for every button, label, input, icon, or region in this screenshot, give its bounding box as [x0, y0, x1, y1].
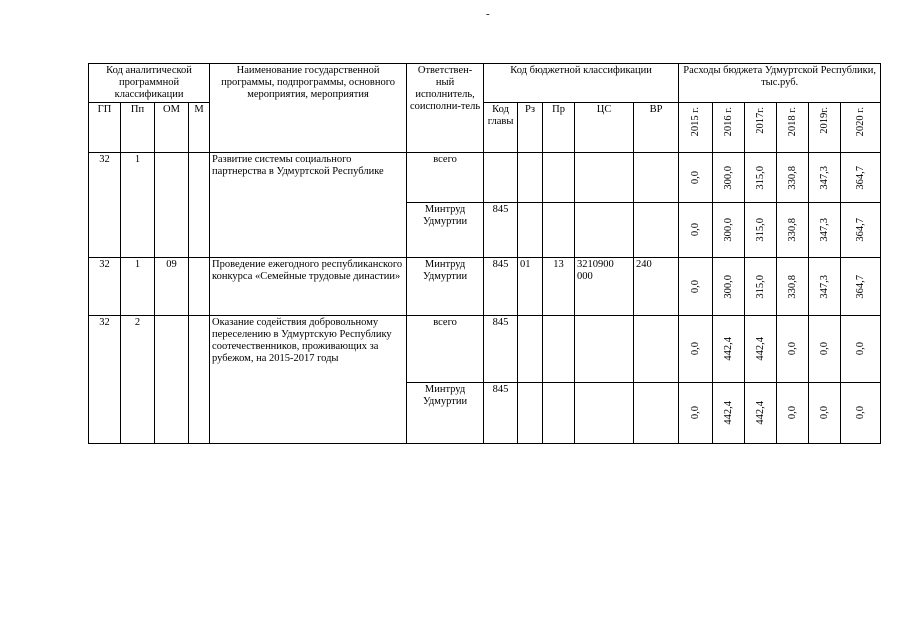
cell-value: 300,0: [722, 218, 734, 242]
cell-cs: [575, 153, 634, 203]
cell-cs: [575, 203, 634, 258]
header-name: Наименование государственной программы, подпрограммы, основного мероприятия, мероприятия: [210, 64, 407, 153]
header-responsible: Ответствен-ный исполнитель, соисполни-тель: [407, 64, 484, 153]
cell-pp: 1: [121, 258, 155, 316]
cell-value: 347,3: [818, 165, 830, 190]
cell-value: 315,0: [754, 165, 766, 190]
cell-value: 364,7: [854, 274, 866, 299]
cell-om: [155, 153, 189, 258]
cell-pr: [543, 383, 575, 444]
cell-vr: [634, 383, 679, 444]
cell-rz: [518, 153, 543, 203]
cell-om: [155, 316, 189, 444]
cell-responsible: всего: [407, 153, 484, 203]
cell-responsible: всего: [407, 316, 484, 383]
cell-kod-glavy: 845: [484, 203, 518, 258]
cell-value: 0,0: [786, 406, 798, 420]
cell-cs: [575, 383, 634, 444]
header-gp: ГП: [89, 103, 121, 153]
header-year: 2016 г.: [722, 107, 734, 137]
header-year: 2017г.: [754, 107, 766, 134]
header-cs: ЦС: [575, 103, 634, 153]
cell-value: 0,0: [786, 342, 798, 356]
cell-value: 0,0: [689, 170, 701, 185]
cell-value: 347,3: [818, 274, 830, 299]
cell-value: 330,8: [786, 218, 798, 242]
cell-om: 09: [155, 258, 189, 316]
cell-gp: 32: [89, 316, 121, 444]
header-kod-glavy: Код главы: [484, 103, 518, 153]
cell-responsible: Минтруд Удмуртии: [407, 383, 484, 444]
cell-value: 364,7: [854, 165, 866, 190]
cell-name: Развитие системы социального партнерства в Удмуртской Республике: [210, 153, 407, 258]
cell-value: 442,4: [754, 401, 766, 425]
cell-value: 315,0: [754, 274, 766, 299]
table-row: [89, 316, 881, 383]
cell-kod-glavy: 845: [484, 316, 518, 383]
cell-value: 442,4: [722, 401, 734, 425]
header-code-group: Код аналитической программной классификации: [89, 64, 210, 103]
cell-value: 300,0: [722, 165, 734, 190]
cell-value: 0,0: [689, 279, 701, 294]
cell-value: 0,0: [854, 342, 866, 356]
header-expenses-group: Расходы бюджета Удмуртской Республики, тыс.руб.: [679, 64, 881, 103]
budget-table: [88, 63, 881, 444]
cell-pp: 1: [121, 153, 155, 258]
header-rz: Рз: [518, 103, 543, 153]
cell-vr: [634, 203, 679, 258]
cell-kod-glavy: 845: [484, 383, 518, 444]
header-pr: Пр: [543, 103, 575, 153]
cell-responsible: Минтруд Удмуртии: [407, 258, 484, 316]
cell-responsible: Минтруд Удмуртии: [407, 203, 484, 258]
header-vr: ВР: [634, 103, 679, 153]
cell-value: 0,0: [689, 406, 701, 420]
cell-kod-glavy: 845: [484, 258, 518, 316]
header-m: М: [189, 103, 210, 153]
cell-m: [189, 316, 210, 444]
cell-vr: [634, 153, 679, 203]
header-year: 2019г.: [818, 107, 830, 134]
cell-value: 442,4: [754, 337, 766, 361]
cell-value: 330,8: [786, 165, 798, 190]
cell-value: 0,0: [818, 342, 830, 356]
cell-value: 315,0: [754, 218, 766, 242]
cell-value: 0,0: [689, 342, 701, 356]
header-year: 2018 г.: [786, 107, 798, 137]
cell-pr: [543, 316, 575, 383]
cell-pr: [543, 153, 575, 203]
header-om: ОМ: [155, 103, 189, 153]
header-year: 2020 г.: [854, 107, 866, 137]
page-mark: -: [486, 8, 490, 20]
cell-kod-glavy: [484, 153, 518, 203]
table-row: [89, 258, 881, 316]
cell-vr: 240: [634, 258, 679, 316]
table-row: [89, 153, 881, 203]
cell-m: [189, 153, 210, 258]
header-pp: Пп: [121, 103, 155, 153]
cell-cs: [575, 316, 634, 383]
cell-rz: 01: [518, 258, 543, 316]
cell-value: 364,7: [854, 218, 866, 242]
cell-pr: [543, 203, 575, 258]
cell-pr: 13: [543, 258, 575, 316]
cell-value: 442,4: [722, 337, 734, 361]
cell-cs: 3210900 000: [575, 258, 634, 316]
cell-rz: [518, 316, 543, 383]
cell-value: 330,8: [786, 274, 798, 299]
cell-m: [189, 258, 210, 316]
header-budget-code-group: Код бюджетной классификации: [484, 64, 679, 103]
cell-gp: 32: [89, 258, 121, 316]
cell-pp: 2: [121, 316, 155, 444]
cell-rz: [518, 203, 543, 258]
cell-rz: [518, 383, 543, 444]
cell-value: 0,0: [689, 223, 701, 237]
cell-gp: 32: [89, 153, 121, 258]
cell-value: 0,0: [854, 406, 866, 420]
cell-name: Оказание содействия добровольному переселению в Удмуртскую Республику соотечественников, проживающих за рубежом, на 2015-2017 годы: [210, 316, 407, 444]
header-year: 2015 г.: [689, 107, 701, 137]
cell-vr: [634, 316, 679, 383]
cell-value: 300,0: [722, 274, 734, 299]
cell-value: 0,0: [818, 406, 830, 420]
cell-value: 347,3: [818, 218, 830, 242]
cell-name: Проведение ежегодного республиканского конкурса «Семейные трудовые династии»: [210, 258, 407, 316]
